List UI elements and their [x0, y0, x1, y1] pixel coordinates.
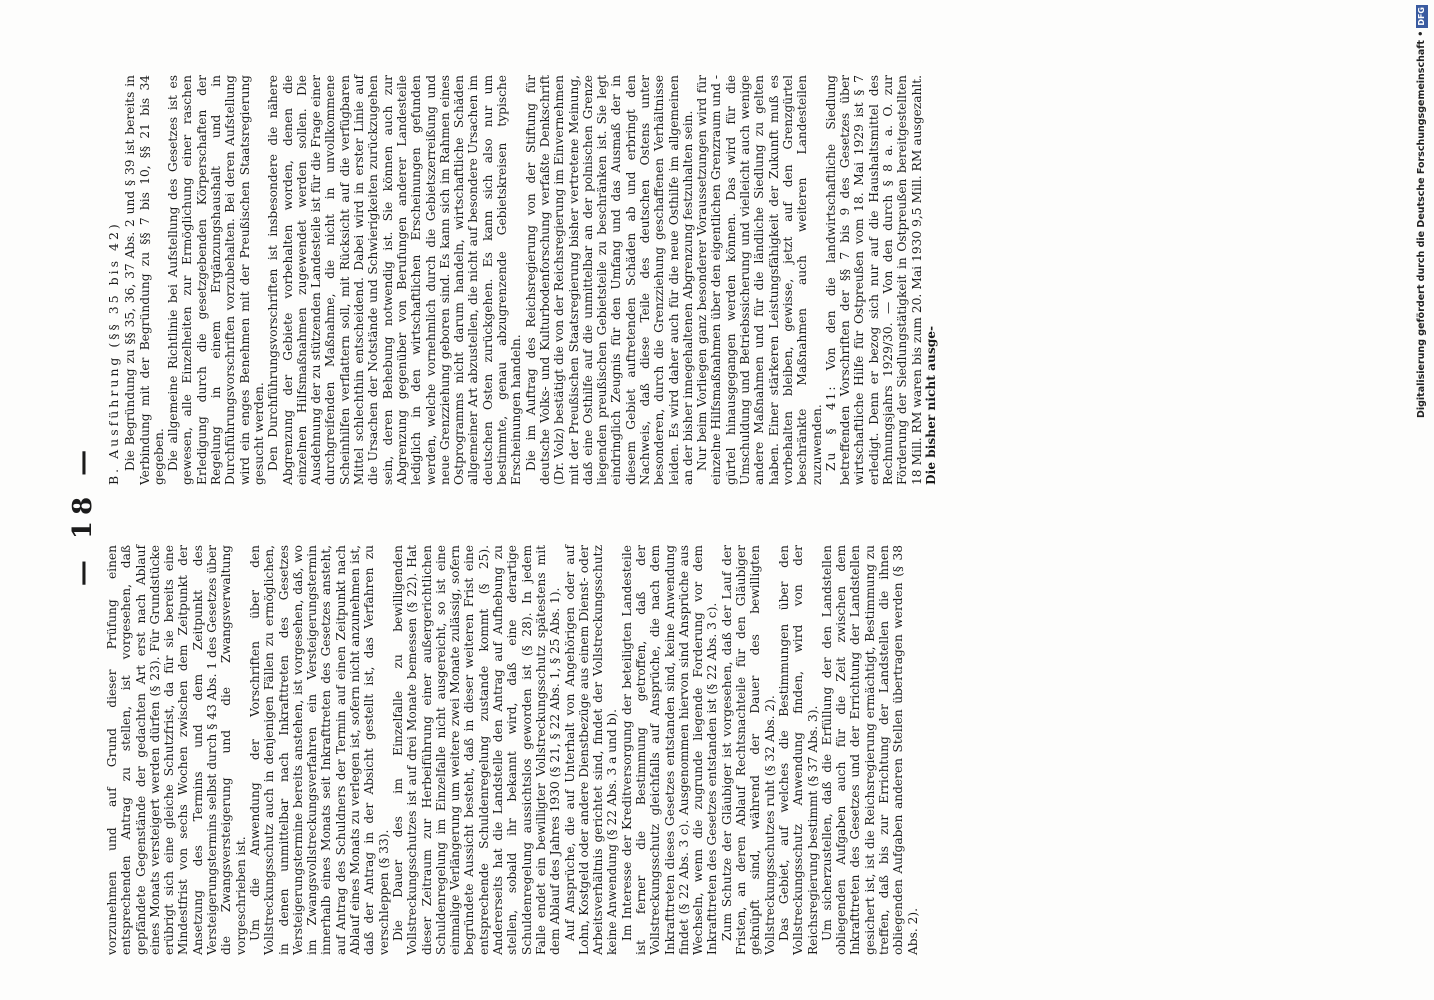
- paragraph: [824, 75, 938, 485]
- paragraph: Die Dauer des im Einzelfalle zu bewilligenden Vollstreckungsschutzes ist auf drei Monate bemessen (§ 22). Hat dieser Zeitraum zur Herbeiführung einer außergerichtlichen Schuldenregelung im Einzelfalle nicht ausgereicht, so ist eine einmalige Verlängerung um weitere zwei Monate zulässig, sofern begründete Aussicht besteht, daß in dieser weiteren Frist eine entsprechende Schuldenregelung zustande kommt (§ 25). Andererseits hat die Landstelle den Antrag auf Aufhebung zu stellen, sobald ihr bekannt wird, daß eine derartige Schuldenregelung aussichtslos geworden ist (§ 28). In jedem Falle endet ein bewilligter Vollstreckungsschutz spätestens mit dem Ablauf des Jahres 1930 (§ 21, § 22 Abs. 1, § 25 Abs. 1).: [390, 545, 563, 955]
- paragraph: vorzunehmen und auf Grund dieser Prüfung einen entsprechenden Antrag zu stellen, ist vorgesehen, daß gepfändete Gegenstände der gedachten Art erst nach Ablauf eines Monats versteigert werden dürfen (§ 23). Für Grundstücke erübrigt sich eine gleiche Schutzfrist, da für sie bereits eine Mindestfrist von sechs Wochen zwischen dem Zeitpunkt der Ansetzung des Termins und dem Zeitpunkt des Versteigerungstermins selbst durch § 43 Abs. 1 des Gesetzes über die Zwangsversteigerung und die Zwangsverwaltung vorgeschrieben ist.: [105, 545, 248, 955]
- rotated-content: [65, 75, 1315, 955]
- paragraph: Die Begründung zu §§ 35, 36, 37 Abs. 2 und § 39 ist bereits in Verbindung mit der Begründung zu §§ 7 bis 10, §§ 21 bis 34 gegeben.: [123, 75, 166, 485]
- page-number: — 18 —: [68, 443, 98, 587]
- digitization-credit: [1414, 5, 1430, 995]
- paragraph: Das Gebiet, auf welches die Bestimmungen über den Vollstreckungsschutz Anwendung finden, wird von der Reichsregierung bestimmt (§ 37 Abs. 3).: [776, 545, 820, 955]
- paragraph: Nur beim Vorliegen ganz besonderer Voraussetzungen wird für einzelne Hilfsmaßnahmen über den eigentlichen Grenzraum und -gürtel hinausgegangen werden können. Das wird für die Umschuldung und Betriebssicherung und vielleicht auch wenige andere Maßnahmen und für die ländliche Siedlung zu gelten haben. Einer stärkeren Leistungsfähigkeit der Zukunft muß es vorbehalten bleiben, gewisse, jetzt auf den Grenzgürtel beschränkte Maßnahmen auch weiteren Landesteilen zuzuwenden.: [695, 75, 824, 485]
- paragraph-text: Von den die landwirtschaftliche Siedlung betreffenden Vorschriften der §§ 7 bis 9 des Gesetzes über wirtschaftliche Hilfe für Ostpreußen vom 18. Mai 1929 ist § 7 erledigt. Denn er bezog sich nur auf die Haushaltsmittel des Rechnungsjahrs 1929/30. — Von den durch § 8 a. a. O. zur Förderung der Siedlungstätigkeit in Ostpreußen bereitgestellten 18 Mill. RM waren bis zum 20. Mai 1930 9,5 Mill. RM ausgezahlt.: [823, 75, 924, 485]
- paragraph: Um die Anwendung der Vorschriften über den Vollstreckungsschutz auch in denjenigen Fällen zu ermöglichen, in denen unmittelbar nach Inkrafttreten des Gesetzes Versteigerungstermine bereits anstehen, ist vorgesehen, daß, wo im Zwangsvollstreckungsverfahren ein Versteigerungstermin innerhalb eines Monats seit Inkrafttreten des Gesetzes ansteht, auf Antrag des Schuldners der Termin auf einen Zeitpunkt nach Ablauf eines Monats zu verlegen ist, sofern nicht anzunehmen ist, daß der Antrag in der Absicht gestellt ist, das Verfahren zu verschleppen (§ 33).: [247, 545, 391, 955]
- section-label: Zu § 41:: [823, 384, 838, 471]
- paragraph: Im Interesse der Kreditversorgung der beteiligten Landesteile ist ferner die Bestimmung getroffen, daß der Vollstreckungsschutz gleichfalls auf Ansprüche, die nach dem Inkrafttreten dieses Gesetzes entstanden sind, keine Anwendung findet (§ 22 Abs. 3 c). Ausgenommen hiervon sind Ansprüche aus Wechseln, wenn die zugrunde liegende Forderung vor dem Inkrafttreten des Gesetzes entstanden ist (§ 22 Abs. 3 c).: [619, 545, 720, 955]
- dfg-logo: DFG: [1416, 7, 1426, 26]
- paragraph: Die allgemeine Richtlinie bei Aufstellung des Gesetzes ist es gewesen, alle Einzelheiten zur Ermöglichung einer raschen Erledigung durch die gesetzgebenden Körperschaften der Regelung in einem Ergänzungshaushalt und in Durchführungsvorschriften vorzubehalten. Bei deren Aufstellung wird ein enges Benehmen mit der Preußischen Staatsregierung gesucht werden.: [166, 75, 266, 485]
- right-column: [105, 75, 938, 485]
- paragraph: Die im Auftrag des Reichsregierung von der Stiftung für deutsche Volks- und Kulturbodenforschung verfaßte Denkschrift (Dr. Volz) bestätigt die von der Reichsregierung im Einvernehmen mit der Preußischen Staatsregierung bisher vertretene Meinung, daß eine Osthilfe auf die unmittelbar an der polnischen Grenze liegenden preußischen Gebietsteile zu beschränken ist. Sie legt eindringlich Zeugnis für den Umfang und das Ausmaß der in diesem Gebiet auftretenden Schäden ab und erbringt den Nachweis, daß diese Teile des deutschen Ostens unter besonderen, durch die Grenzziehung geschaffenen Verhältnisse leiden. Es wird daher auch für die neue Osthilfe im allgemeinen an der bisher innegehaltenen Abgrenzung festzuhalten sein.: [523, 75, 695, 485]
- paragraph: Auf Ansprüche, die auf Unterhalt von Angehörigen oder auf Lohn, Kostgeld oder andere Dienstbezüge aus einem Dienst- oder Arbeitsverhältnis gerichtet sind, findet der Vollstreckungsschutz keine Anwendung (§ 22 Abs. 3 a und b).: [562, 545, 620, 955]
- paragraph: Den Durchführungsvorschriften ist insbesondere die nähere Abgrenzung der Gebiete vorbehalten worden, denen die einzelnen Hilfsmaßnahmen zugewendet werden sollen. Die Ausdehnung der zu stützenden Landesteile ist für die Frage einer durchgreifenden Maßnahme, die nicht in unvollkommene Scheinhilfen verflattern soll, mit Rücksicht auf die verfügbaren Mittel schlechthin entscheidend. Dabei wird in erster Linie auf die Ursachen der Notstände und Schwierigkeiten zurückzugehen sein, deren Behebung notwendig ist. Sie können auch zur Abgrenzung gegenüber von Berufungen anderer Landesteile lediglich in den wirtschaftlichen Erscheinungen gefunden werden, welche vornehmlich durch die Gebietszerreißung und neue Grenzziehung geboren sind. Es kann sich im Rahmen eines Ostprogramms nicht darum handeln, wirtschaftliche Schäden allgemeiner Art abzustellen, die nicht auf besondere Ursachen im deutschen Osten zurückgehen. Es kann sich also nur um bestimmte, genau abzugrenzende Gebietskreisen typische Erscheinungen handeln.: [266, 75, 524, 485]
- paragraph: Zum Schutze der Gläubiger ist vorgesehen, daß der Lauf der Fristen, an deren Ablauf Rechtsnachteile für den Gläubiger geknüpft sind, während der Dauer des bewilligten Vollstreckungsschutzes ruht (§ 32 Abs. 2).: [719, 545, 777, 955]
- left-column: [105, 545, 920, 955]
- emphasized-text: Die bisher nicht ausge-: [923, 325, 938, 485]
- section-heading: B. Ausführung (§§ 35 bis 42): [106, 221, 121, 485]
- paragraph: Um sicherzustellen, daß die Erfüllung der den Landstellen obliegenden Aufgaben auch für die Zeit zwischen dem Inkrafttreten des Gesetzes und der Errichtung der Landstellen gesichert ist, ist die Reichsregierung ermächtigt, Bestimmung zu treffen, daß bis zur Errichtung der Landstellen die ihnen obliegenden Aufgaben anderen Stellen übertragen werden (§ 38 Abs. 2).: [819, 545, 920, 955]
- credit-text: Digitalisierung gefördert durch die Deutsche Forschungsgemeinschaft •: [1416, 30, 1427, 419]
